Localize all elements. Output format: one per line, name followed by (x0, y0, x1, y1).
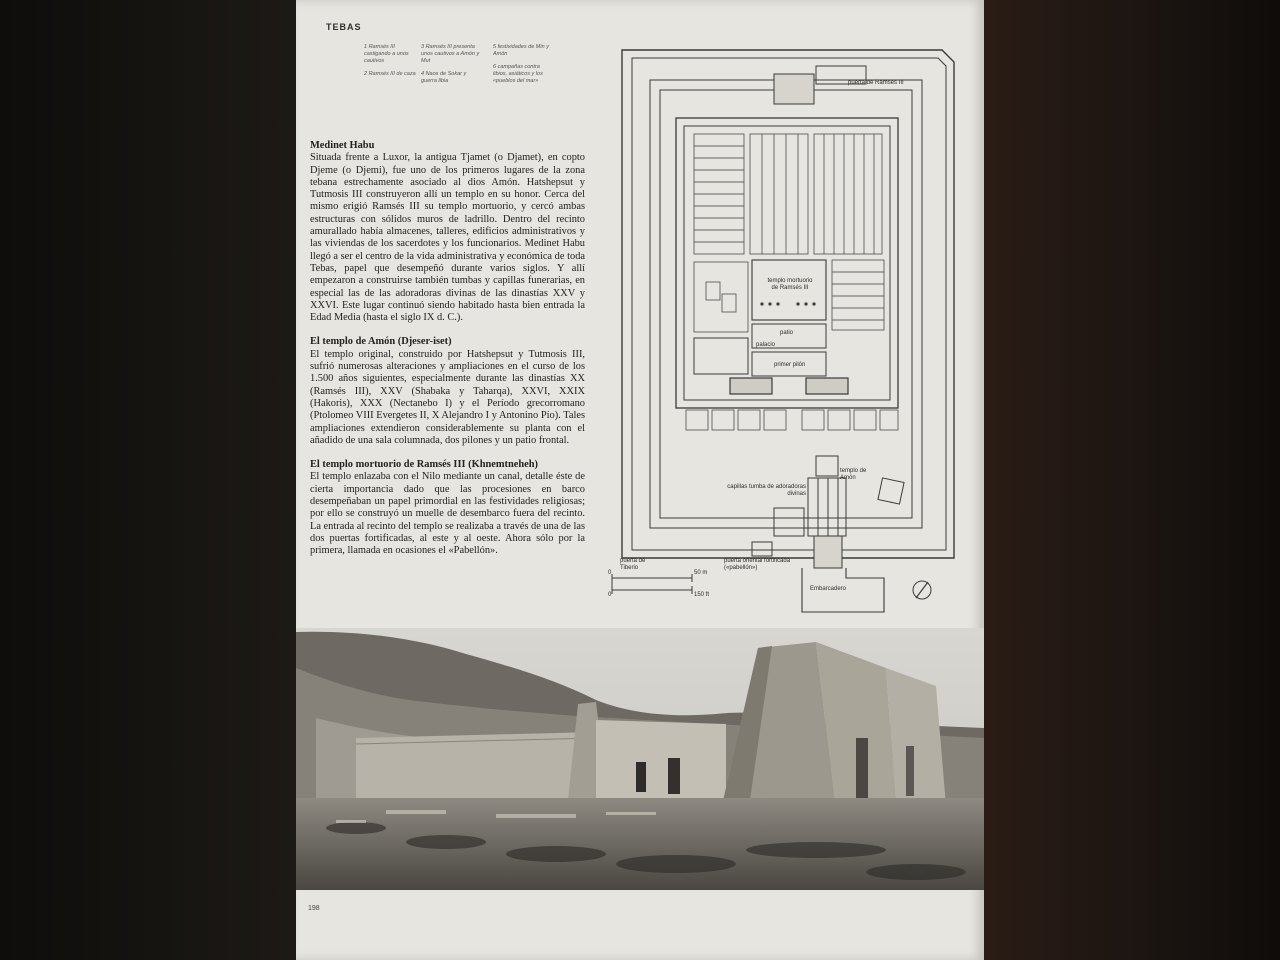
scale-zero-m: 0 (608, 570, 612, 576)
label-templo-amon: templo de Amón (840, 468, 867, 481)
scale-feet: 150 ft (694, 592, 710, 598)
label-templo-mortuorio: templo mortuorio de Ramsés III (767, 278, 813, 291)
scale-zero-ft: 0 (608, 592, 612, 598)
scale-meters: 50 m (694, 570, 708, 576)
site-plan (602, 38, 974, 618)
label-primer-pilon: primer pilón (774, 362, 806, 368)
background-left (0, 0, 296, 960)
legend-item: 6 campañas contra libios, asiáticos y los «pueblos del mar» (493, 64, 543, 84)
text-column (310, 140, 585, 570)
temple-photograph (296, 628, 984, 890)
legend-item: 5 festividades de Min y Amón (493, 44, 549, 57)
book-page (296, 0, 984, 960)
label-capillas: capillas tumba de adoradoras divinas (727, 484, 806, 497)
section-heading: El templo de Amón (Djeser-iset) (310, 336, 452, 348)
label-puerta-ramses: puerta de Ramsés III (848, 80, 904, 86)
site-plan-drawing (602, 38, 974, 618)
background-right (984, 0, 1280, 960)
section-body: Situada frente a Luxor, la antigua Tjamet (o Djamet), en copto Djeme (o Djemi), fue uno de los primeros lugares de la zona tebana estrechamente asociado al dios Amón. Hatshepsut y Tutmosis III construyeron allí un templo en su honor. Cerca del mismo erigió Ramsés III su templo mortuorio, y cercó ambas estructuras con sólidos muros de ladrillo. Dentro del recinto amurallado había almacenes, talleres, edificios administrativos y las viviendas de los sacerdotes y los funcionarios. Medinet Habu llegó a ser el centro de la vida administrativa y económica de toda Tebas, papel que desempeñó durante varios siglos. Y allí empezaron a construirse también tumbas y capillas funerarias, en especial las de las adoradoras divinas de las dinastías XXV y XXVI. Este lugar continuó siendo habitado hasta bien entrada la Edad Media (hasta el siglo IX d. C.). (310, 152, 585, 324)
legend-item: 1 Ramsés III castigando a unos cautivos (364, 44, 409, 64)
label-puerta-oriental: puerta oriental fortificada («pabellón») (724, 558, 791, 571)
section-body: El templo enlazaba con el Nilo mediante un canal, detalle éste de cierta importancia dado que las procesiones en barco desempeñaban un papel primordial en las festividades religiosas; por ello se construyó un muelle de desembarco fuera del recinto. La entrada al recinto del templo se realizaba a través de una de las dos puertas fortificadas, al este y al oeste. Ahora sólo por la primera, llamada en ocasiones el «Pabellón». (310, 471, 585, 557)
running-head: TEBAS (326, 22, 362, 32)
section-heading: Medinet Habu (310, 140, 375, 151)
label-embarcadero: Embarcadero (810, 586, 847, 592)
legend-item: 4 Naos de Sokar y guerra libia (421, 71, 467, 84)
section-body: El templo original, construido por Hatshepsut y Tutmosis III, sufrió numerosas alteraciones y ampliaciones en el curso de los 1.500 años siguientes, especialmente durante las dinastías XX (Ramsés III), XXV (Shabaka y Taharqa), XXVI, XXIX (Hakoris), XXX (Nectanebo I) y el Período grecorromano (Ptolomeo VIII Evergetes II, X Alejandro I y Antonino Pío). Tales ampliaciones extendieron considerablemente su planta con el añadido de una sala columnada, dos pilones y un patio frontal. (310, 348, 585, 446)
legend-column-3 (493, 44, 555, 91)
label-puerta-tiberio: puerta de Tiberio (620, 558, 646, 571)
legend-item: 2 Ramsés III de caza (364, 71, 416, 77)
label-palacio: palacio (756, 342, 776, 348)
legend-item: 3 Ramsés III presenta unos cautivos a Amón y Mut (421, 44, 480, 64)
legend-column-2 (421, 44, 483, 91)
legend-column-1 (364, 44, 419, 84)
page-number: 198 (308, 905, 320, 912)
section-heading: El templo mortuorio de Ramsés III (Khnemtneheh) (310, 459, 539, 471)
label-patio: patio (780, 330, 794, 336)
